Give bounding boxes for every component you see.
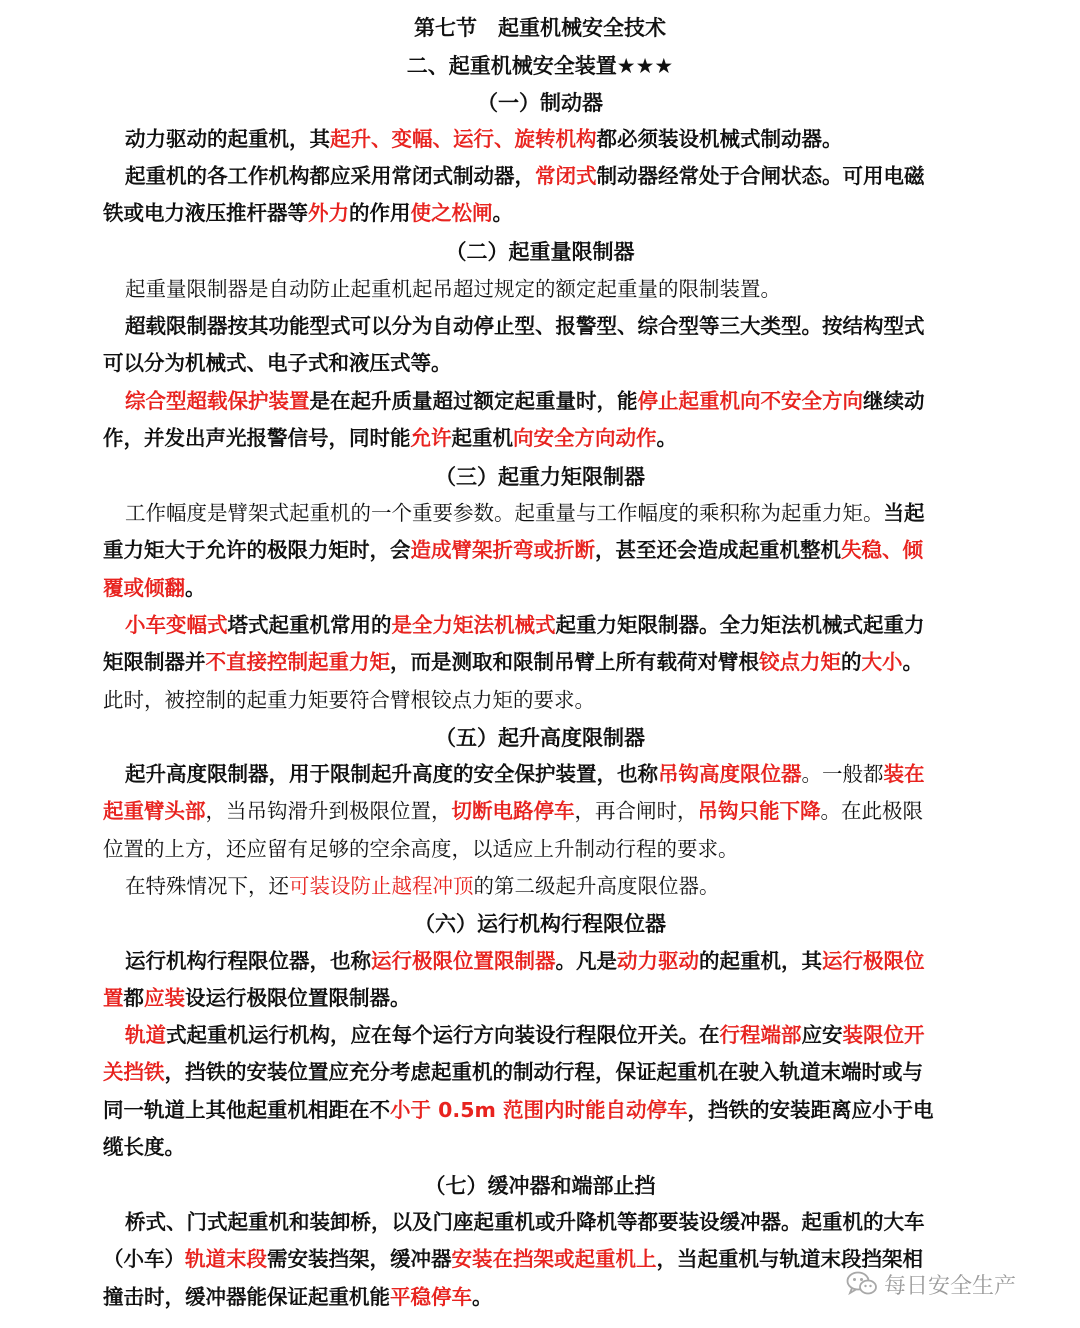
chapter-title: 第七节 起重机械安全技术 <box>414 16 666 40</box>
text-run: ，挡铁的安装距离应小于电 <box>687 1097 934 1122</box>
text-run: 。一般都 <box>801 762 884 786</box>
highlight-text: 造成臂架折弯或折断 <box>410 538 595 563</box>
text-line <box>103 1204 983 1241</box>
text-line <box>103 345 983 382</box>
highlight-text: 轨道 <box>125 1023 166 1047</box>
text-run: 。 <box>492 201 513 226</box>
highlight-text: 不直接控制起重力矩 <box>205 650 390 675</box>
text-line <box>103 644 983 681</box>
text-line <box>103 980 983 1017</box>
wechat-icon <box>846 1270 878 1298</box>
text-run: 是在起升质量超过额定起重量时，能 <box>309 389 638 413</box>
text-run: 的起重机，其 <box>699 949 822 973</box>
text-run: 超载限制器按其功能型式可以分为自动停止型、报警型、综合型等三大类型。按结构型式 <box>125 314 925 338</box>
highlight-text: 常闭式 <box>535 164 597 188</box>
para-height-limiter-1 <box>103 756 983 868</box>
highlight-text: 装在 <box>883 762 925 786</box>
text-line <box>103 1092 983 1129</box>
text-run: 设运行极限位置限制器。 <box>185 986 411 1011</box>
text-run: 的作用 <box>349 201 411 226</box>
highlight-text: 覆或倾翻 <box>103 575 185 600</box>
highlight-text: 吊钩只能下降 <box>697 799 821 824</box>
highlight-text: 吊钩高度限位器 <box>658 762 802 786</box>
text-run: 同一轨道上其他起重机相距在不 <box>103 1097 390 1122</box>
text-run: （小车） <box>103 1247 185 1272</box>
highlight-text: 起重臂头部 <box>103 799 206 824</box>
text-run: 当起 <box>883 501 925 525</box>
text-line <box>103 793 983 830</box>
heading-buffer: （七）缓冲器和端部止挡 <box>424 1174 656 1198</box>
watermark-text: 每日安全生产 <box>884 1273 1017 1299</box>
para-brake-2 <box>103 158 983 233</box>
highlight-text: 向安全方向动作 <box>513 426 657 451</box>
text-line <box>103 1017 983 1054</box>
text-line <box>103 158 983 195</box>
text-line <box>103 831 983 868</box>
para-load-limiter-3 <box>103 383 983 458</box>
text-run: 。 <box>656 426 677 451</box>
text-line <box>103 195 983 232</box>
text-run: 。 <box>472 1284 493 1309</box>
text-run: 式起重机运行机构，应在每个运行方向装设行程限位开关。在 <box>166 1023 720 1047</box>
highlight-text: 使之松闸 <box>410 201 493 226</box>
highlight-text: 起升、变幅、运行、旋转机构 <box>330 127 597 151</box>
text-line <box>103 532 983 569</box>
para-travel-limiter-2 <box>103 1017 983 1166</box>
text-line <box>103 607 983 644</box>
heading-moment-limiter: （三）起重力矩限制器 <box>435 465 645 489</box>
text-run: 都必须装设机械式制动器。 <box>596 127 843 151</box>
text-line <box>103 756 983 793</box>
heading-height-limiter: （五）起升高度限制器 <box>435 726 645 750</box>
para-travel-limiter-1 <box>103 943 983 1018</box>
text-run: 铁或电力液压推杆器等 <box>103 201 308 226</box>
highlight-text: 运行极限位 <box>822 949 925 973</box>
highlight-text: 平稳停车 <box>390 1284 472 1309</box>
text-run: 动力驱动的起重机，其 <box>125 127 330 151</box>
text-run: ，而是测取和限制吊臂上所有载荷对臂根 <box>390 650 759 675</box>
para-moment-limiter-1 <box>103 495 983 607</box>
para-height-limiter-2 <box>103 868 983 905</box>
highlight-text: 置 <box>103 986 124 1011</box>
text-run: 。 <box>902 650 923 675</box>
text-run: 在特殊情况下，还 <box>125 874 289 898</box>
text-run: 。在此极限 <box>820 799 923 824</box>
text-run: 的 <box>841 650 862 675</box>
highlight-text: 关挡铁 <box>103 1060 165 1085</box>
text-run: 运行机构行程限位器，也称 <box>125 949 371 973</box>
text-line <box>103 420 983 457</box>
para-load-limiter-2 <box>103 308 983 383</box>
highlight-text: 轨道末段 <box>185 1247 267 1272</box>
text-run: 。 <box>185 575 206 600</box>
highlight-text: 动力驱动 <box>617 949 699 973</box>
text-run: 的第二级起升高度限位器。 <box>473 874 720 898</box>
text-run: 需安装挡架，缓冲器 <box>267 1247 452 1272</box>
text-run: 应安 <box>801 1023 843 1047</box>
text-run: 缆长度。 <box>103 1134 185 1159</box>
text-run: 都 <box>123 986 144 1011</box>
text-run: 起升高度限制器，用于限制起升高度的安全保护装置，也称 <box>125 762 658 786</box>
text-line <box>103 495 983 532</box>
text-run: 起重机 <box>451 426 513 451</box>
text-run: 矩限制器并 <box>103 650 206 675</box>
text-line <box>103 383 983 420</box>
text-run: ，当起重机与轨道末段挡架相 <box>656 1247 923 1272</box>
heading-travel-limiter: （六）运行机构行程限位器 <box>414 912 666 936</box>
highlight-text: 切断电路停车 <box>451 799 575 824</box>
highlight-text: 综合型超载保护装置 <box>125 389 310 413</box>
highlight-text: 外力 <box>308 201 349 226</box>
text-line <box>103 308 983 345</box>
text-run: 继续动 <box>863 389 925 413</box>
text-run: ，再合闸时， <box>574 799 698 824</box>
text-run: 。凡是 <box>555 949 617 973</box>
highlight-text: 是全力矩法机械式 <box>391 613 556 637</box>
text-run: ，当吊钩滑升到极限位置， <box>205 799 452 824</box>
highlight-text: 小车变幅式 <box>125 613 228 637</box>
text-line <box>103 570 983 607</box>
text-run: 桥式、门式起重机和装卸桥，以及门座起重机或升降机等都要装设缓冲器。起重机的大车 <box>125 1210 925 1234</box>
heading-load-limiter: （二）起重量限制器 <box>445 240 635 264</box>
text-run: 此时，被控制的起重力矩要符合臂根铰点力矩的要求。 <box>103 687 595 712</box>
text-run: 工作幅度是臂架式起重机的一个重要参数。起重量与工作幅度的乘积称为起重力矩。 <box>125 501 884 525</box>
highlight-text: 停止起重机向不安全方向 <box>637 389 863 413</box>
highlight-text: 运行极限位置限制器 <box>371 949 556 973</box>
text-run: ，甚至还会造成起重机整机 <box>595 538 841 563</box>
highlight-text: 小于 0.5m 范围内时能自动停车 <box>390 1097 688 1122</box>
para-brake-1 <box>103 121 983 158</box>
text-run: 重力矩大于允许的极限力矩时，会 <box>103 538 411 563</box>
text-run: 作，并发出声光报警信号，同时能 <box>103 426 411 451</box>
highlight-text: 铰点力矩 <box>759 650 841 675</box>
section-title: 二、起重机械安全装置★★★ <box>406 54 674 78</box>
highlight-text: 行程端部 <box>719 1023 802 1047</box>
text-run: 撞击时，缓冲器能保证起重机能 <box>103 1284 390 1309</box>
text-run: 塔式起重机常用的 <box>227 613 392 637</box>
text-run: 制动器经常处于合闸状态。可用电磁 <box>596 164 925 188</box>
text-run: 位置的上方，还应留有足够的空余高度，以适应上升制动行程的要求。 <box>103 836 739 861</box>
highlight-text: 允许 <box>410 426 452 451</box>
highlight-text: 失稳、倾 <box>841 538 923 563</box>
highlight-text: 装限位开 <box>842 1023 925 1047</box>
highlight-text: 安装在挡架或起重机上 <box>451 1247 657 1272</box>
highlight-text: 可装设防止越程冲顶 <box>289 874 474 898</box>
text-line <box>103 943 983 980</box>
text-line <box>103 1054 983 1091</box>
highlight-text: 大小 <box>861 650 903 675</box>
watermark <box>846 1264 1056 1304</box>
text-line <box>103 682 983 719</box>
highlight-text: 应装 <box>144 986 185 1011</box>
text-run: 可以分为机械式、电子式和液压式等。 <box>103 351 452 376</box>
text-run: 起重机的各工作机构都应采用常闭式制动器， <box>125 164 535 188</box>
heading-brake: （一）制动器 <box>477 91 603 115</box>
para-moment-limiter-2 <box>103 607 983 719</box>
text-line <box>103 1129 983 1166</box>
para-load-limiter-1: 起重量限制器是自动防止起重机起吊超过规定的额定起重量的限制装置。 <box>125 277 781 301</box>
text-run: ，挡铁的安装位置应充分考虑起重机的制动行程，保证起重机在驶入轨道末端时或与 <box>164 1060 923 1085</box>
text-run: 起重力矩限制器。全力矩法机械式起重力 <box>555 613 925 637</box>
